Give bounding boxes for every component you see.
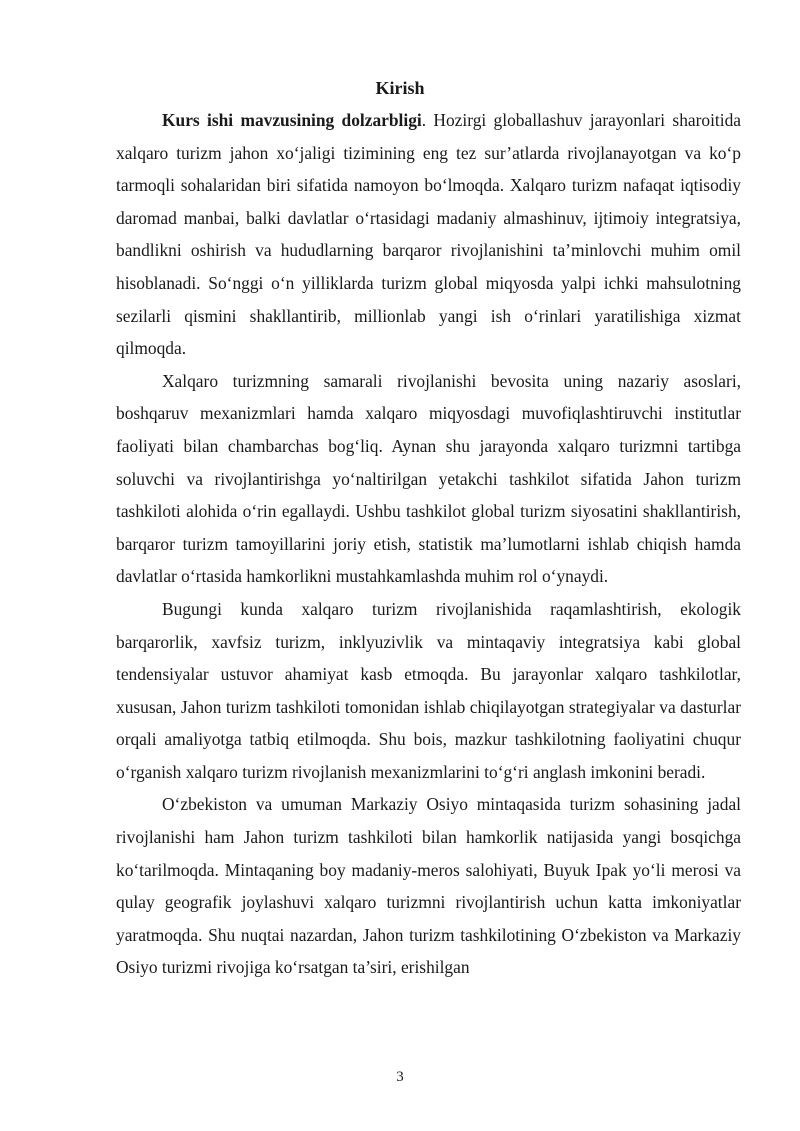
paragraph-lead: Kurs ishi mavzusining dolzarbligi — [162, 110, 422, 130]
paragraph-uzbekistan — [116, 788, 741, 984]
paragraph-relevance — [116, 104, 741, 365]
paragraph-trends — [116, 593, 741, 789]
paragraph-theory — [116, 365, 741, 593]
paragraph-text: . Hozirgi globallashuv jarayonlari sharoitida xalqaro turizm jahon xo‘jaligi tizimining eng tez sur’atlarda rivojlanayotgan va ko‘p tarmoqli sohalaridan biri sifatida namoyon bo‘lmoqda. Xalqaro turizm nafaqat iqtisodiy daromad manbai, balki davlatlar o‘rtasidagi madaniy almashinuv, ijtimoiy integratsiya, bandlikni oshirish va hududlarning barqaror rivojlanishini ta’minlovchi muhim omil hisoblanadi. So‘nggi o‘n yilliklarda turizm global miqyosda yalpi ichki mahsulotning sezilarli qismini shakllantirib, millionlab yangi ish o‘rinlari yaratilishiga xizmat qilmoqda. — [116, 110, 741, 359]
page-number: 3 — [396, 1069, 404, 1085]
body-text — [116, 104, 741, 984]
paragraph-text: Xalqaro turizmning samarali rivojlanishi bevosita uning nazariy asoslari, boshqaruv mexanizmlari hamda xalqaro miqyosdagi muvofiqlashtiruvchi institutlar faoliyati bilan chambarchas bog‘liq. Aynan shu jarayonda xalqaro turizmni tartibga soluvchi va rivojlantirishga yo‘naltirilgan yetakchi tashkilot sifatida Jahon turizm tashkiloti alohida o‘rin egallaydi. Ushbu tashkilot global turizm siyosatini shakllantirish, barqaror turizm tamoyillarini joriy etish, statistik ma’lumotlarni ishlab chiqish hamda davlatlar o‘rtasida hamkorlikni mustahkamlashda muhim rol o‘ynaydi. — [116, 370, 741, 587]
paragraph-text: Bugungi kunda xalqaro turizm rivojlanishida raqamlashtirish, ekologik barqarorlik, xavfsiz turizm, inklyuzivlik va mintaqaviy integratsiya kabi global tendensiyalar ustuvor ahamiyat kasb etmoqda. Bu jarayonlar xalqaro tashkilotlar, xususan, Jahon turizm tashkiloti tomonidan ishlab chiqilayotgan strategiyalar va dasturlar orqali amaliyotga tatbiq etilmoqda. Shu bois, mazkur tashkilotning faoliyatini chuqur o‘rganish xalqaro turizm rivojlanish mexanizmlarini to‘g‘ri anglash imkonini beradi. — [116, 598, 741, 782]
section-heading: Kirish — [375, 78, 425, 98]
paragraph-text: O‘zbekiston va umuman Markaziy Osiyo mintaqasida turizm sohasining jadal rivojlanishi ham Jahon turizm tashkiloti bilan hamkorlik natijasida yangi bosqichga ko‘tarilmoqda. Mintaqaning boy madaniy-meros salohiyati, Buyuk Ipak yo‘li merosi va qulay geografik joylashuvi xalqaro turizmni rivojlantirish uchun katta imkoniyatlar yaratmoqda. Shu nuqtai nazardan, Jahon turizm tashkilotining O‘zbekiston va Markaziy Osiyo turizmi rivojiga ko‘rsatgan ta’siri, erishilgan — [116, 794, 741, 978]
